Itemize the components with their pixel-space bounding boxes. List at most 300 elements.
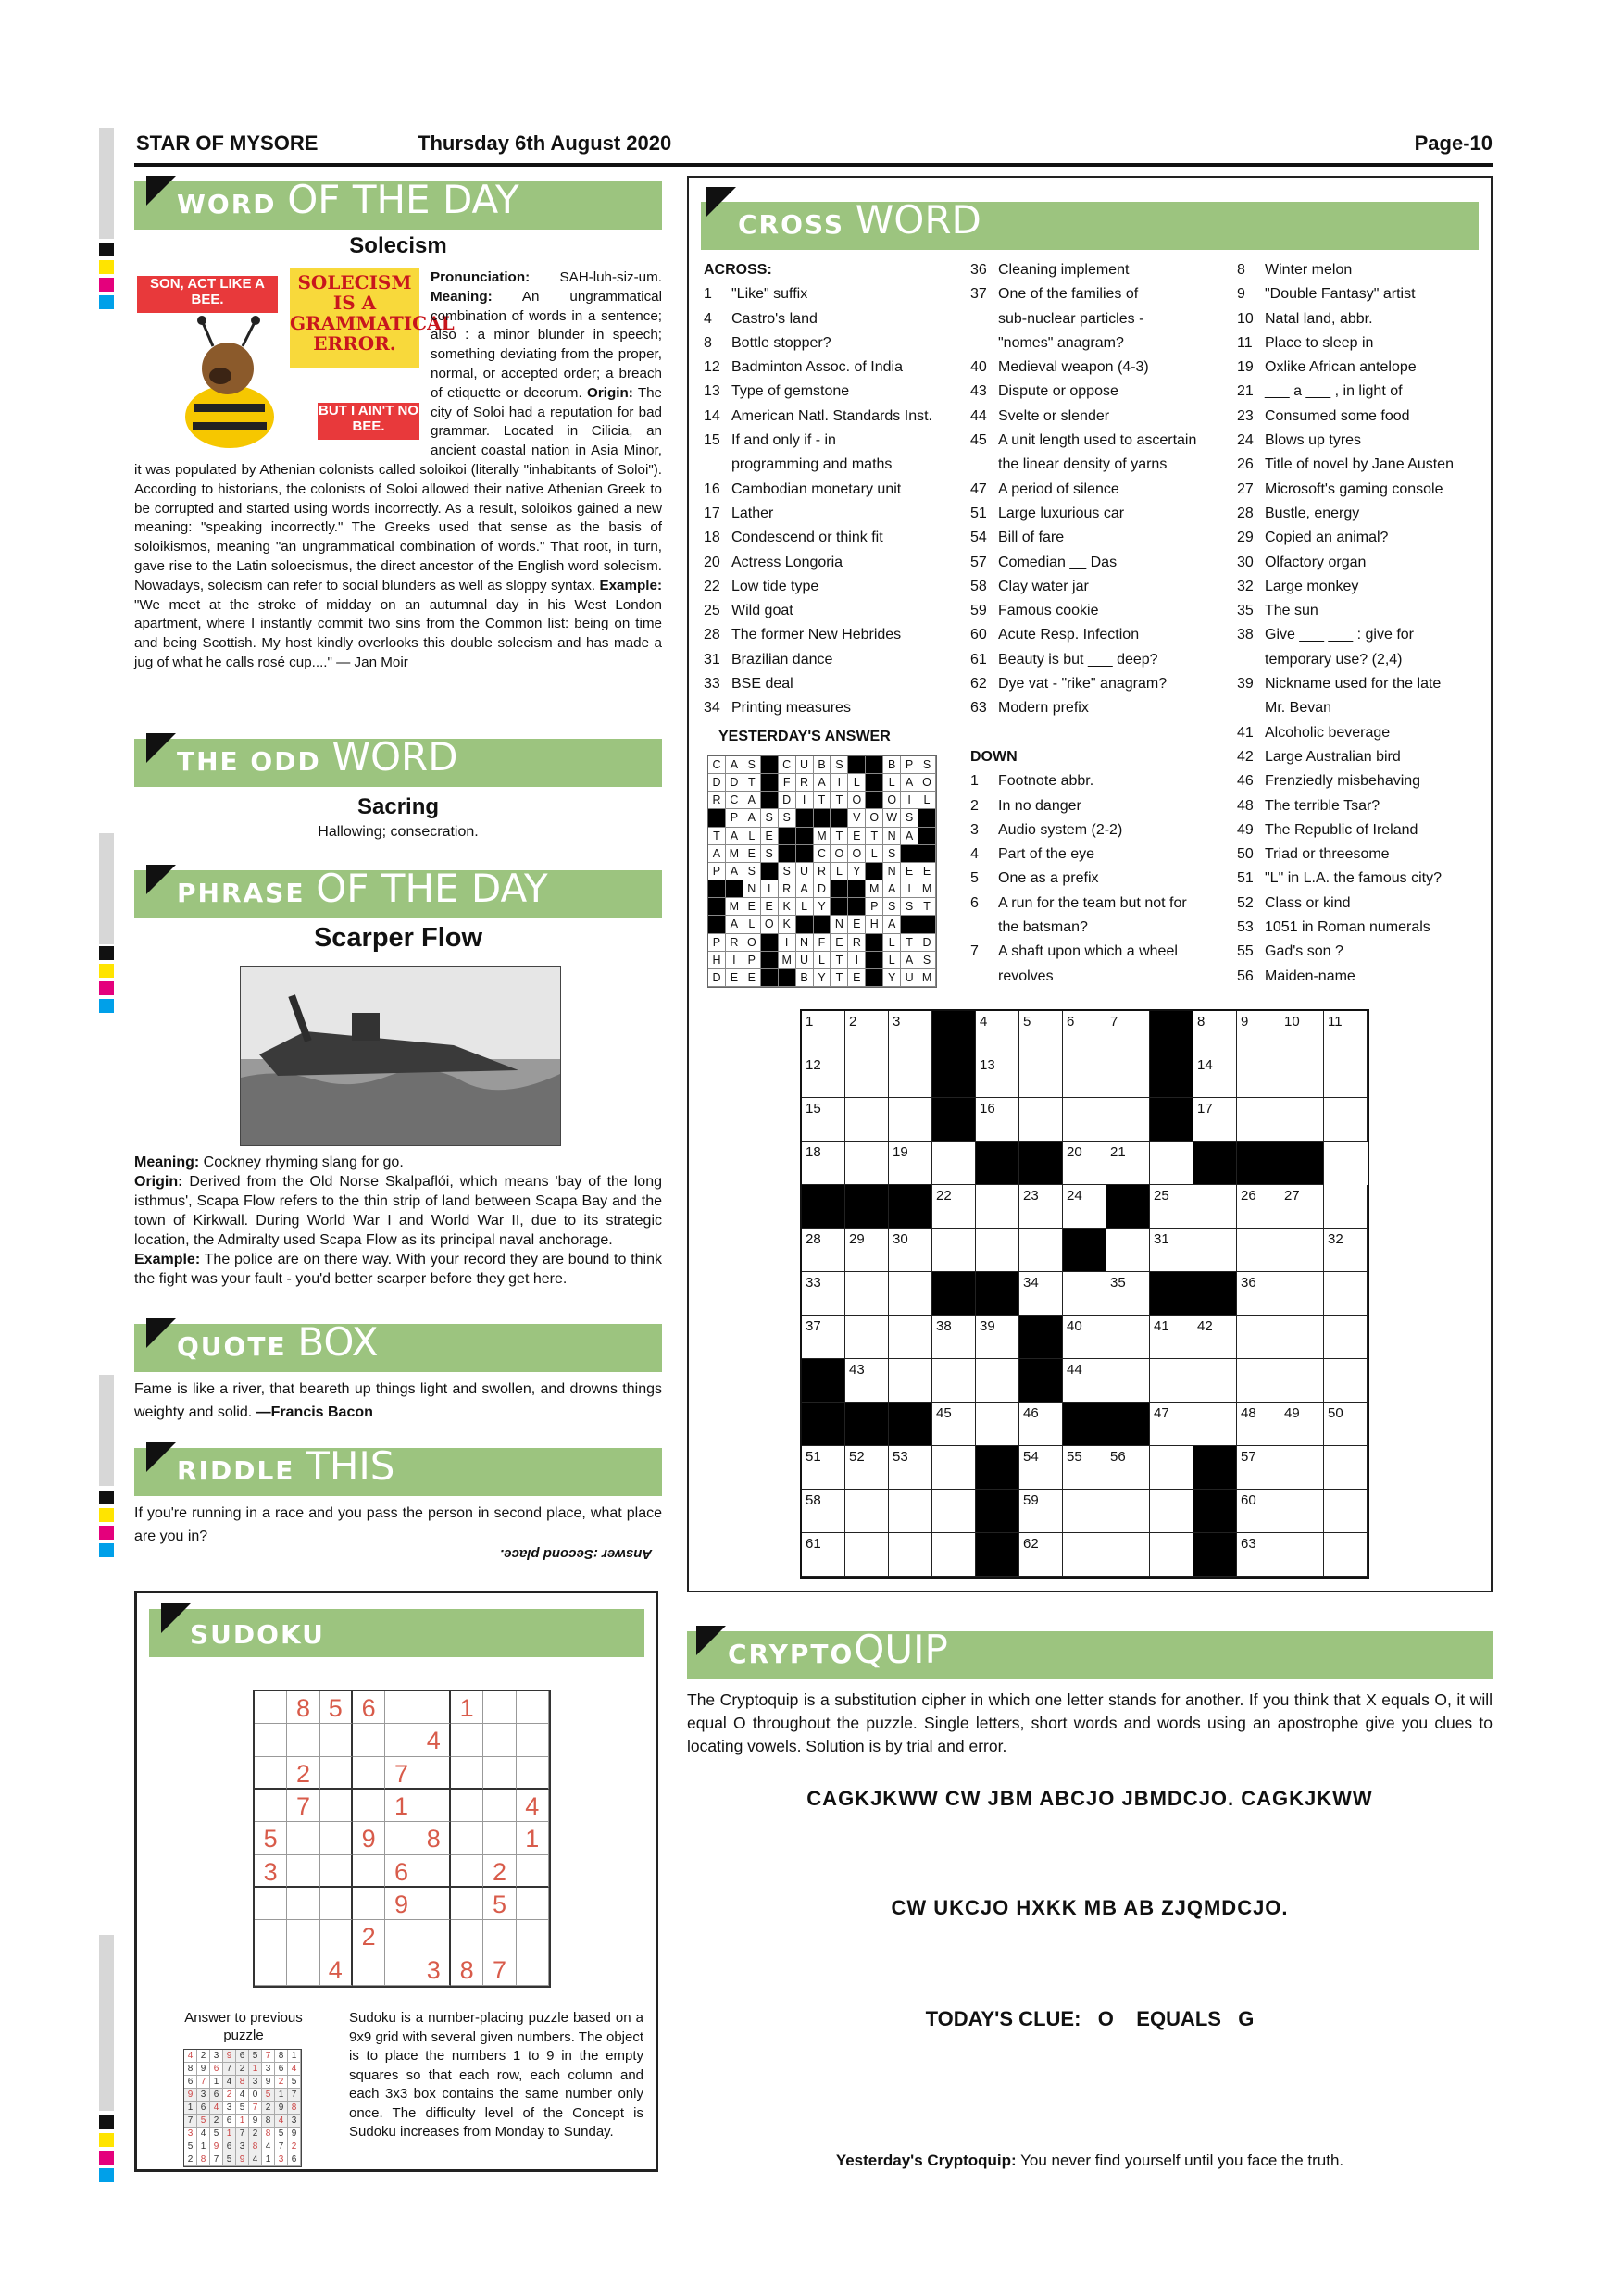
answer-cell: M (918, 880, 936, 898)
crossword-cell[interactable] (976, 1403, 1019, 1446)
clue-number: 13 (704, 383, 720, 400)
crossword-cell[interactable]: 29 (845, 1229, 889, 1272)
sudoku-cell[interactable]: 1 (517, 1822, 549, 1854)
sudoku-cell[interactable] (483, 1691, 516, 1724)
crossword-cell[interactable] (1280, 1359, 1324, 1403)
crossword-cell[interactable] (889, 1490, 932, 1533)
sudoku-cell[interactable] (517, 1724, 549, 1756)
clue-text: ___ a ___ , in light of (1265, 383, 1403, 400)
crossword-cell[interactable]: 57 (1237, 1446, 1280, 1490)
crossword-cell[interactable] (1106, 1054, 1150, 1098)
crossword-cell[interactable] (1324, 1490, 1368, 1533)
crossword-cell[interactable] (1280, 1533, 1324, 1577)
previous-answer-cell: 7 (275, 2140, 288, 2153)
sudoku-cell[interactable] (255, 1953, 287, 1986)
crossword-cell[interactable] (1019, 1054, 1063, 1098)
sudoku-cell[interactable] (451, 1790, 483, 1822)
crossword-cell[interactable] (1237, 1054, 1280, 1098)
banner-corner (696, 1626, 726, 1655)
previous-answer-cell: 6 (210, 2089, 223, 2102)
crossword-cell[interactable]: 53 (889, 1446, 932, 1490)
sudoku-cell[interactable] (287, 1855, 319, 1888)
crossword-cell[interactable]: 21 (1106, 1142, 1150, 1185)
sudoku-cell[interactable] (451, 1888, 483, 1920)
sudoku-cell[interactable]: 4 (517, 1790, 549, 1822)
sudoku-cell[interactable]: 3 (418, 1953, 451, 1986)
sudoku-cell[interactable] (385, 1953, 418, 1986)
sudoku-cell[interactable] (320, 1757, 353, 1790)
clue-text: Nickname used for the late (1265, 676, 1442, 693)
crossword-cell[interactable] (1019, 1229, 1063, 1272)
sudoku-cell[interactable] (483, 1724, 516, 1756)
sudoku-cell[interactable]: 1 (385, 1790, 418, 1822)
answer-cell (761, 863, 779, 880)
clue-number: 5 (970, 870, 979, 887)
crossword-cell[interactable]: 17 (1193, 1098, 1237, 1142)
phrase-body: Meaning: Cockney rhyming slang for go. Origin: Derived from the Old Norse Skalpaflói, which means 'bay of the long isthmus', Scapa Flow refers to the thin strip of land between Scapa Bay and the town of Kirkwall. During World War I and World War II, due to its strategic location, the Admiralty used Scapa Flow as its principal naval anchorage. Example: The police are on there way. With your record they are bound to think the fight was your fault - you'd better scarper before they get here. (134, 1154, 662, 1287)
answer-cell: U (796, 952, 814, 969)
crossword-cell[interactable] (1237, 1098, 1280, 1142)
sudoku-cell[interactable]: 6 (353, 1691, 385, 1724)
crossword-cell[interactable] (976, 1185, 1019, 1229)
clue-number: 23 (1237, 407, 1254, 424)
crossword-cell[interactable]: 48 (1237, 1403, 1280, 1446)
crossword-cell[interactable]: 35 (1106, 1272, 1150, 1316)
crossword-cell[interactable] (1237, 1359, 1280, 1403)
answer-cell: N (796, 934, 814, 952)
sudoku-cell[interactable]: 5 (255, 1822, 287, 1854)
crossword-cell[interactable]: 8 (1193, 1011, 1237, 1054)
crossword-cell[interactable] (1063, 1490, 1106, 1533)
crossword-cell[interactable] (1106, 1229, 1150, 1272)
sudoku-grid (253, 1690, 551, 1988)
crossword-cell[interactable] (1106, 1098, 1150, 1142)
crossword-cell[interactable]: 61 (802, 1533, 845, 1577)
crossword-cell[interactable] (845, 1098, 889, 1142)
clue-text: Title of novel by Jane Austen (1265, 456, 1454, 473)
crossword-cell[interactable] (1106, 1316, 1150, 1359)
crossword-cell[interactable]: 32 (1324, 1229, 1368, 1272)
sudoku-cell[interactable] (255, 1790, 287, 1822)
previous-answer-cell: 2 (275, 2076, 288, 2089)
crossword-cell[interactable]: 51 (802, 1446, 845, 1490)
sudoku-cell[interactable]: 9 (353, 1822, 385, 1854)
sudoku-cell[interactable]: 8 (418, 1822, 451, 1854)
sudoku-cell[interactable]: 9 (385, 1888, 418, 1920)
sudoku-cell[interactable] (385, 1822, 418, 1854)
sudoku-cell[interactable] (353, 1757, 385, 1790)
crossword-cell[interactable]: 24 (1063, 1185, 1106, 1229)
crossword-cell[interactable]: 33 (802, 1272, 845, 1316)
sudoku-cell[interactable] (385, 1920, 418, 1953)
crossword-cell[interactable]: 56 (1106, 1446, 1150, 1490)
crossword-cell[interactable]: 63 (1237, 1533, 1280, 1577)
clue-number: 43 (970, 383, 987, 400)
crossword-cell[interactable] (1324, 1359, 1368, 1403)
crossword-cell[interactable] (976, 1229, 1019, 1272)
sudoku-cell[interactable] (517, 1888, 549, 1920)
clue-number: 45 (970, 432, 987, 449)
answer-cell: A (901, 828, 918, 845)
crossword-cell[interactable]: 45 (932, 1403, 976, 1446)
sudoku-cell[interactable]: 6 (385, 1855, 418, 1888)
crossword-cell[interactable] (889, 1359, 932, 1403)
crossword-cell[interactable]: 47 (1150, 1403, 1193, 1446)
answer-cell: B (796, 969, 814, 987)
sudoku-cell[interactable]: 7 (385, 1757, 418, 1790)
crossword-cell[interactable] (845, 1316, 889, 1359)
illustration-sign: SOLECISM IS A GRAMMATICAL ERROR. (290, 268, 419, 368)
crossword-cell[interactable] (932, 1446, 976, 1490)
crossword-cell[interactable]: 55 (1063, 1446, 1106, 1490)
sudoku-cell[interactable] (517, 1953, 549, 1986)
sudoku-cell[interactable] (353, 1888, 385, 1920)
previous-answer-cell: 6 (236, 2050, 249, 2063)
previous-answer-cell: 0 (249, 2089, 262, 2102)
answer-cell: E (848, 969, 866, 987)
crossword-cell[interactable] (932, 1359, 976, 1403)
clue-text: Copied an animal? (1265, 530, 1389, 546)
clue-item (970, 526, 1220, 550)
clue-text: temporary use? (2,4) (1265, 651, 1403, 668)
crossword-cell[interactable]: 13 (976, 1054, 1019, 1098)
crossword-cell[interactable]: 60 (1237, 1490, 1280, 1533)
clue-item (970, 696, 1220, 720)
sudoku-cell[interactable]: 1 (451, 1691, 483, 1724)
crossword-cell[interactable] (1063, 1054, 1106, 1098)
crossword-cell[interactable]: 37 (802, 1316, 845, 1359)
clue-item (704, 526, 946, 550)
registration-mark (99, 981, 114, 995)
crossword-cell[interactable]: 41 (1150, 1316, 1193, 1359)
sudoku-cell[interactable] (320, 1790, 353, 1822)
previous-answer-cell: 7 (210, 2153, 223, 2166)
crossword-cell[interactable] (932, 1142, 976, 1185)
answer-cell: E (848, 828, 866, 845)
crossword-cell[interactable]: 42 (1193, 1316, 1237, 1359)
clue-text: Cambodian monetary unit (731, 480, 902, 497)
crossword-cell[interactable]: 40 (1063, 1316, 1106, 1359)
sudoku-cell[interactable]: 4 (418, 1724, 451, 1756)
clue-item (1237, 282, 1489, 306)
sudoku-cell[interactable] (451, 1855, 483, 1888)
clue-text: The terrible Tsar? (1265, 797, 1380, 814)
clue-item (970, 599, 1220, 623)
crossword-cell[interactable] (845, 1054, 889, 1098)
crossword-cell[interactable] (1324, 1533, 1368, 1577)
sudoku-cell[interactable] (320, 1855, 353, 1888)
crossword-cell[interactable] (932, 1533, 976, 1577)
clue-text: One as a prefix (998, 870, 1099, 887)
crossword-cell[interactable]: 38 (932, 1316, 976, 1359)
crossword-cell[interactable]: 18 (802, 1142, 845, 1185)
answer-cell: E (743, 898, 761, 916)
crossword-cell[interactable]: 26 (1237, 1185, 1280, 1229)
sudoku-cell[interactable] (451, 1757, 483, 1790)
crossword-cell[interactable] (1237, 1316, 1280, 1359)
crossword-cell[interactable]: 3 (889, 1011, 932, 1054)
crossword-cell[interactable] (1106, 1533, 1150, 1577)
sudoku-cell[interactable] (287, 1724, 319, 1756)
crossword-cell[interactable] (976, 1359, 1019, 1403)
sudoku-cell[interactable] (483, 1790, 516, 1822)
clue-text: Low tide type (731, 578, 819, 594)
sudoku-cell[interactable]: 3 (255, 1855, 287, 1888)
crossword-cell[interactable]: 62 (1019, 1533, 1063, 1577)
sudoku-cell[interactable] (483, 1822, 516, 1854)
crossword-cell[interactable]: 23 (1019, 1185, 1063, 1229)
clue-number: 26 (1237, 456, 1254, 473)
sudoku-cell[interactable] (483, 1757, 516, 1790)
clue-text: Cleaning implement (998, 262, 1130, 278)
crossword-cell[interactable]: 49 (1280, 1403, 1324, 1446)
answer-cell: U (796, 863, 814, 880)
crossword-cell[interactable] (1063, 1533, 1106, 1577)
sudoku-cell[interactable] (418, 1790, 451, 1822)
crossword-cell[interactable] (845, 1533, 889, 1577)
sudoku-cell[interactable] (255, 1920, 287, 1953)
sudoku-cell[interactable] (287, 1888, 319, 1920)
clue-item (970, 794, 1220, 818)
crossword-cell[interactable] (1193, 1185, 1237, 1229)
crossword-cell[interactable] (1280, 1446, 1324, 1490)
crossword-cell[interactable] (889, 1054, 932, 1098)
clue-item (970, 258, 1220, 282)
sudoku-cell[interactable] (255, 1724, 287, 1756)
crossword-cell[interactable]: 1 (802, 1011, 845, 1054)
sudoku-cell[interactable] (451, 1920, 483, 1953)
sudoku-cell[interactable] (385, 1691, 418, 1724)
answer-cell: A (796, 880, 814, 898)
crossword-cell[interactable] (1324, 1316, 1368, 1359)
crossword-cell[interactable]: 28 (802, 1229, 845, 1272)
crossword-cell[interactable] (1280, 1490, 1324, 1533)
clue-item (704, 623, 946, 647)
answer-cell: E (761, 828, 779, 845)
sudoku-cell[interactable] (287, 1822, 319, 1854)
sudoku-cell[interactable] (385, 1724, 418, 1756)
crossword-cell[interactable]: 36 (1237, 1272, 1280, 1316)
crossword-cell[interactable] (1106, 1359, 1150, 1403)
sudoku-cell[interactable] (451, 1822, 483, 1854)
answer-cell: O (848, 845, 866, 863)
sudoku-cell[interactable] (517, 1855, 549, 1888)
clue-item (704, 453, 946, 477)
crossword-cell[interactable]: 2 (845, 1011, 889, 1054)
crossword-cell[interactable]: 7 (1106, 1011, 1150, 1054)
crossword-cell[interactable]: 34 (1019, 1272, 1063, 1316)
crossword-cell[interactable] (889, 1098, 932, 1142)
sudoku-cell[interactable] (517, 1691, 549, 1724)
sudoku-cell[interactable] (353, 1953, 385, 1986)
crossword-cell[interactable] (1324, 1098, 1368, 1142)
crossword-cell[interactable] (1150, 1533, 1193, 1577)
crossword-cell[interactable] (845, 1490, 889, 1533)
crossword-cell[interactable] (1280, 1316, 1324, 1359)
crossword-cell[interactable] (1150, 1142, 1193, 1185)
clue-number: 46 (1237, 773, 1254, 790)
across-clues-col1: ACROSS: 1 "Like" suffix 4 Castro's land 8 Bottle stopper? 12 Badminton Assoc. of India 13 Type of gemstone 14 American Natl. Standards Inst. 15 If and only if - in programming and maths 16 Cambodian monetary unit 17 Lather 18 Condescend or think fit 20 Actress Longoria 22 Low tide type 25 Wild goat 28 The former New Hebrides 31 Brazilian dance 33 BSE deal 34 Printing measures (704, 258, 946, 721)
sudoku-cell[interactable]: 7 (287, 1790, 319, 1822)
sudoku-cell[interactable]: 2 (353, 1920, 385, 1953)
clue-item (1237, 842, 1489, 867)
crossword-cell[interactable] (1324, 1272, 1368, 1316)
answer-cell: S (743, 863, 761, 880)
sudoku-cell[interactable] (255, 1888, 287, 1920)
answer-cell (761, 774, 779, 792)
answer-cell: I (726, 952, 743, 969)
previous-answer-cell: 1 (197, 2140, 210, 2153)
sudoku-cell[interactable] (483, 1920, 516, 1953)
crossword-cell[interactable]: 20 (1063, 1142, 1106, 1185)
previous-answer-cell: 3 (275, 2153, 288, 2166)
crossword-cell[interactable] (1280, 1272, 1324, 1316)
sudoku-cell[interactable]: 8 (451, 1953, 483, 1986)
crossword-cell[interactable] (1324, 1185, 1368, 1229)
sudoku-cell[interactable] (418, 1757, 451, 1790)
sudoku-cell[interactable]: 2 (287, 1757, 319, 1790)
clue-text: Famous cookie (998, 603, 1099, 619)
crossword-cell[interactable] (1150, 1490, 1193, 1533)
crossword-cell[interactable] (932, 1229, 976, 1272)
sudoku-cell[interactable] (451, 1724, 483, 1756)
crossword-cell[interactable] (1063, 1272, 1106, 1316)
previous-answer-cell: 2 (223, 2089, 236, 2102)
sudoku-cell[interactable]: 5 (320, 1691, 353, 1724)
answer-cell: E (743, 969, 761, 987)
crossword-cell[interactable]: 54 (1019, 1446, 1063, 1490)
crossword-cell[interactable] (1280, 1229, 1324, 1272)
crossword-cell[interactable]: 43 (845, 1359, 889, 1403)
clue-item (1237, 623, 1489, 647)
previous-answer-cell: 4 (236, 2089, 249, 2102)
sudoku-cell[interactable] (353, 1724, 385, 1756)
clue-number: 6 (970, 894, 979, 911)
crossword-cell[interactable] (889, 1316, 932, 1359)
crossword-cell[interactable]: 10 (1280, 1011, 1324, 1054)
previous-answer-cell: 7 (223, 2063, 236, 2076)
sudoku-cell[interactable]: 5 (483, 1888, 516, 1920)
sudoku-cell[interactable] (255, 1691, 287, 1724)
sudoku-cell[interactable] (418, 1855, 451, 1888)
crossword-cell[interactable] (1193, 1403, 1237, 1446)
clue-item (704, 551, 946, 575)
crossword-cell[interactable]: 25 (1150, 1185, 1193, 1229)
crossword-block (1193, 1272, 1237, 1316)
crossword-cell[interactable]: 59 (1019, 1490, 1063, 1533)
crossword-cell[interactable] (932, 1490, 976, 1533)
sudoku-cell[interactable]: 2 (483, 1855, 516, 1888)
crossword-cell[interactable] (1150, 1446, 1193, 1490)
sudoku-cell[interactable]: 7 (483, 1953, 516, 1986)
sudoku-cell[interactable] (418, 1691, 451, 1724)
crossword-cell[interactable]: 27 (1280, 1185, 1324, 1229)
crossword-cell[interactable] (1193, 1229, 1237, 1272)
crossword-block (1019, 1359, 1063, 1403)
crossword-cell[interactable]: 16 (976, 1098, 1019, 1142)
crossword-cell[interactable] (1193, 1359, 1237, 1403)
answer-cell (796, 809, 814, 827)
sudoku-cell[interactable] (255, 1757, 287, 1790)
answer-cell (918, 809, 936, 827)
clue-number: 41 (1237, 724, 1254, 741)
sudoku-cell[interactable] (517, 1920, 549, 1953)
sudoku-cell[interactable] (320, 1888, 353, 1920)
previous-answer-cell: 1 (236, 2115, 249, 2128)
crossword-cell[interactable]: 39 (976, 1316, 1019, 1359)
crossword-cell[interactable]: 15 (802, 1098, 845, 1142)
previous-answer-cell: 3 (236, 2140, 249, 2153)
crossword-cell[interactable] (1063, 1098, 1106, 1142)
crossword-cell[interactable] (1150, 1359, 1193, 1403)
crossword-cell[interactable]: 22 (932, 1185, 976, 1229)
crossword-cell[interactable]: 6 (1063, 1011, 1106, 1054)
crossword-cell[interactable]: 46 (1019, 1403, 1063, 1446)
crossword-cell[interactable]: 11 (1324, 1011, 1368, 1054)
crossword-cell[interactable]: 50 (1324, 1403, 1368, 1446)
crossword-cell[interactable] (889, 1533, 932, 1577)
crossword-cell[interactable] (889, 1272, 932, 1316)
previous-answer-cell: 9 (262, 2076, 275, 2089)
crossword-cell[interactable]: 12 (802, 1054, 845, 1098)
crossword-cell[interactable] (1280, 1054, 1324, 1098)
answer-cell: E (918, 863, 936, 880)
crossword-cell[interactable]: 5 (1019, 1011, 1063, 1054)
sudoku-cell[interactable] (353, 1790, 385, 1822)
answer-cell (918, 916, 936, 933)
quote-banner: QUOTE BOX (134, 1324, 662, 1372)
sudoku-cell[interactable] (517, 1757, 549, 1790)
sudoku-cell[interactable] (320, 1822, 353, 1854)
crossword-cell[interactable]: 19 (889, 1142, 932, 1185)
crossword-cell[interactable]: 14 (1193, 1054, 1237, 1098)
crossword-cell[interactable]: 30 (889, 1229, 932, 1272)
sudoku-cell[interactable] (320, 1920, 353, 1953)
previous-answer-cell: 1 (184, 2102, 197, 2115)
crossword-cell[interactable]: 31 (1150, 1229, 1193, 1272)
crossword-cell[interactable] (1019, 1098, 1063, 1142)
answer-cell: C (708, 756, 726, 774)
registration-mark (99, 1508, 114, 1522)
sudoku-cell[interactable] (418, 1888, 451, 1920)
crossword-cell[interactable] (845, 1142, 889, 1185)
crossword-cell[interactable]: 58 (802, 1490, 845, 1533)
crossword-cell[interactable] (1280, 1098, 1324, 1142)
crossword-cell[interactable] (1106, 1490, 1150, 1533)
answer-cell: S (901, 809, 918, 827)
sudoku-cell[interactable] (418, 1920, 451, 1953)
answer-cell: I (901, 880, 918, 898)
crossword-cell[interactable]: 52 (845, 1446, 889, 1490)
sudoku-cell[interactable] (287, 1953, 319, 1986)
sudoku-cell[interactable]: 4 (320, 1953, 353, 1986)
cryptoquip-intro: The Cryptoquip is a substitution cipher in which one letter stands for another. If you think that X equals O, it will equal O throughout the puzzle. Single letters, short words and words using an apostrophe give you clues to locating vowels. Solution is by trial and error. (687, 1691, 1493, 1755)
crossword-cell[interactable]: 4 (976, 1011, 1019, 1054)
sudoku-cell[interactable] (287, 1920, 319, 1953)
crossword-cell[interactable] (845, 1272, 889, 1316)
sudoku-cell[interactable] (320, 1724, 353, 1756)
sudoku-cell[interactable]: 8 (287, 1691, 319, 1724)
clue-text: "L" in L.A. the famous city? (1265, 870, 1443, 887)
answer-cell (779, 828, 796, 845)
crossword-cell[interactable] (1237, 1229, 1280, 1272)
crossword-cell[interactable]: 9 (1237, 1011, 1280, 1054)
sudoku-cell[interactable] (353, 1855, 385, 1888)
crossword-cell[interactable] (1324, 1054, 1368, 1098)
previous-answer-cell: 2 (210, 2115, 223, 2128)
crossword-cell[interactable] (1324, 1446, 1368, 1490)
crossword-cell[interactable]: 44 (1063, 1359, 1106, 1403)
